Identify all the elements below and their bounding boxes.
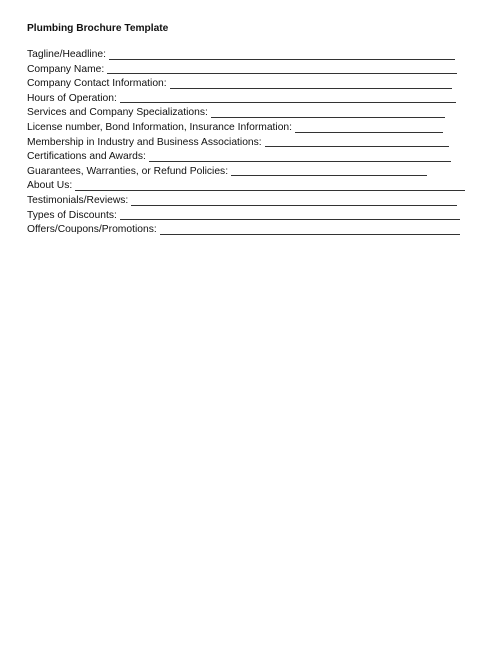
field-label: Company Name: (27, 63, 105, 75)
field-types-of-discounts (27, 209, 474, 224)
fill-in-line[interactable] (120, 93, 456, 103)
field-license-bond-insurance (27, 121, 474, 136)
fill-in-line[interactable] (120, 210, 460, 220)
field-label: Certifications and Awards: (27, 151, 146, 163)
fill-in-line[interactable] (109, 50, 455, 60)
field-label: Hours of Operation: (27, 92, 117, 104)
field-offers-coupons-promotions (27, 223, 474, 238)
field-hours-of-operation (27, 92, 474, 107)
fill-in-line[interactable] (107, 64, 457, 74)
fill-in-line[interactable] (265, 137, 449, 147)
field-company-name (27, 63, 474, 78)
fill-in-line[interactable] (160, 225, 460, 235)
field-label: Tagline/Headline: (27, 49, 106, 60)
field-label: Testimonials/Reviews: (27, 194, 129, 206)
field-contact-information (27, 77, 474, 92)
field-label: Company Contact Information: (27, 78, 167, 90)
field-label: Types of Discounts: (27, 209, 117, 221)
field-label: About Us: (27, 180, 73, 192)
fill-in-line[interactable] (170, 79, 452, 89)
field-tagline (27, 48, 474, 63)
field-memberships (27, 136, 474, 151)
field-testimonials-reviews (27, 194, 474, 209)
field-label: Services and Company Specializations: (27, 107, 208, 119)
document-title: Plumbing Brochure Template (27, 23, 169, 34)
field-list (27, 48, 474, 238)
field-about-us (27, 179, 474, 194)
fill-in-line[interactable] (75, 181, 465, 191)
field-label: Guarantees, Warranties, or Refund Policies: (27, 165, 229, 177)
fill-in-line[interactable] (211, 108, 445, 118)
fill-in-line[interactable] (149, 152, 451, 162)
fill-in-line[interactable] (231, 166, 427, 176)
field-services-specializations (27, 106, 474, 121)
field-label: License number, Bond Information, Insurance Information: (27, 121, 293, 133)
field-label: Offers/Coupons/Promotions: (27, 224, 157, 236)
field-label: Membership in Industry and Business Associations: (27, 136, 262, 148)
fill-in-line[interactable] (295, 123, 443, 133)
field-guarantees-warranties (27, 165, 474, 180)
field-certifications-awards (27, 150, 474, 165)
fill-in-line[interactable] (131, 196, 457, 206)
